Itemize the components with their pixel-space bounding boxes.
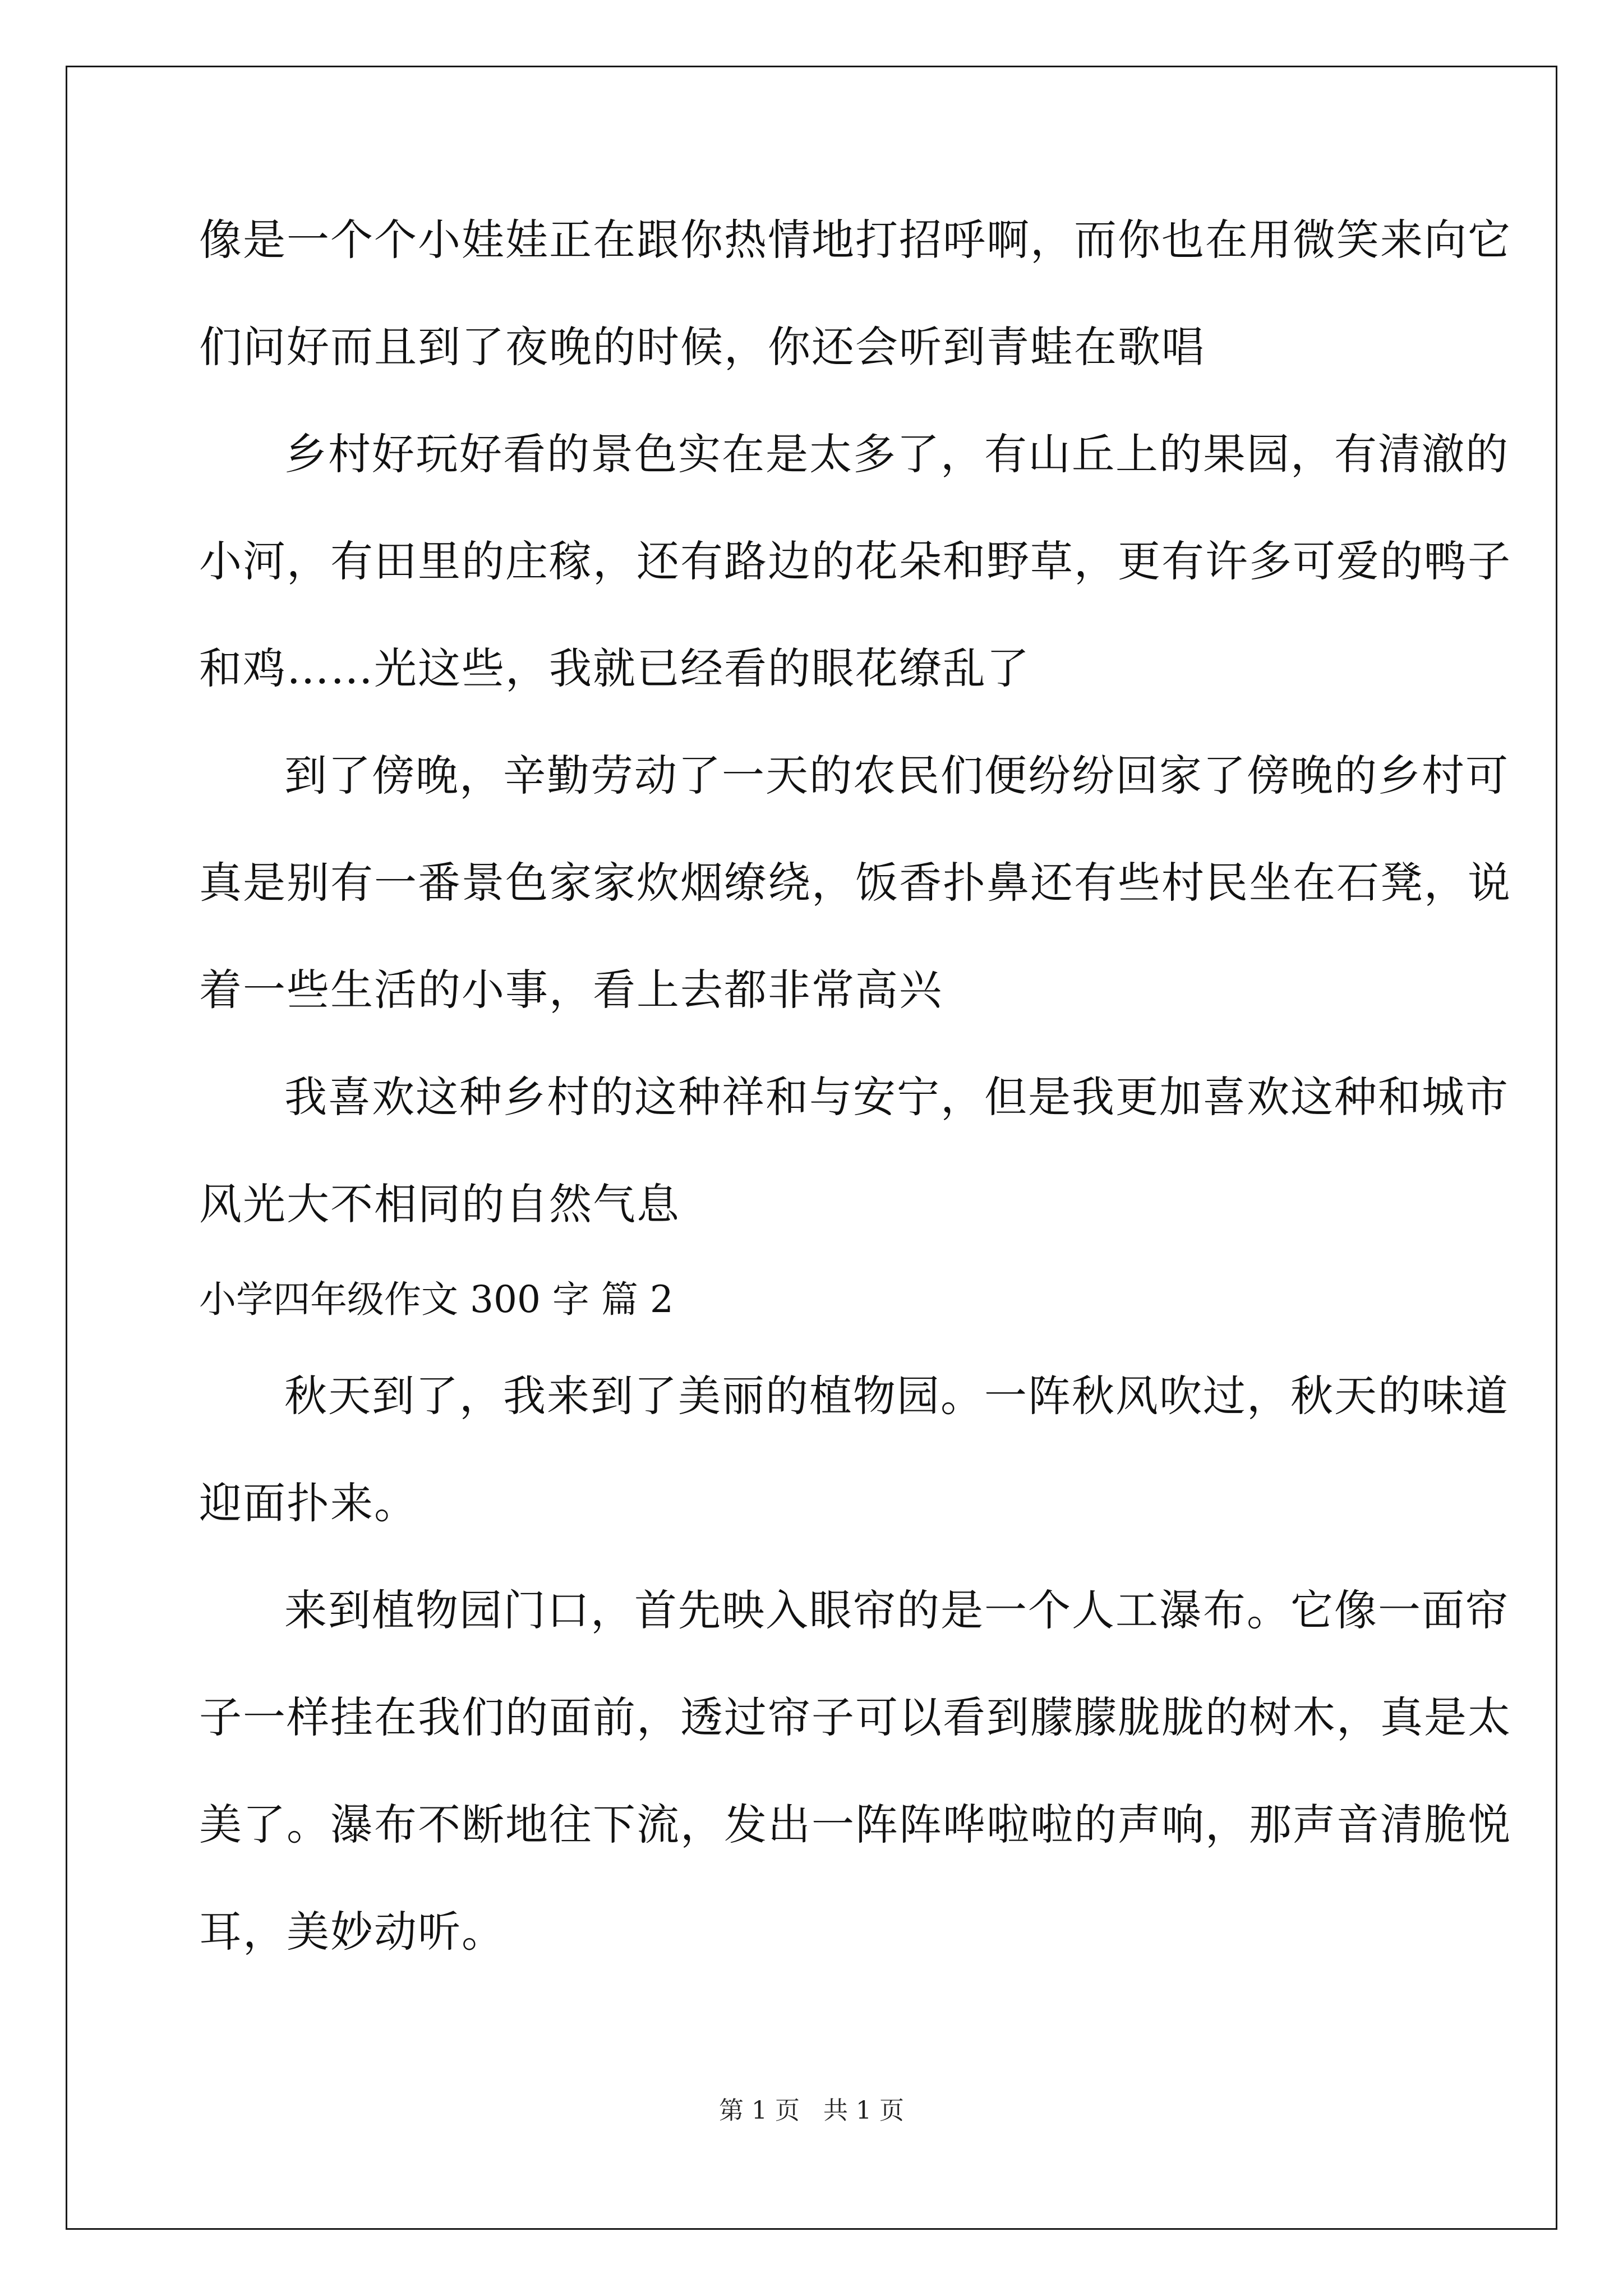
text-line: 子一样挂在我们的面前，透过帘子可以看到朦朦胧胧的树木，真是太: [199, 1692, 1511, 1742]
text-line: 着一些生活的小事，看上去都非常高兴: [199, 965, 943, 1015]
text-line: 美了。瀑布不断地往下流，发出一阵阵哗啦啦的声响，那声音清脆悦: [199, 1800, 1511, 1849]
page-total: 共 1 页: [823, 2096, 904, 2125]
text-line: 像是一个个小娃娃正在跟你热情地打招呼啊，而你也在用微笑来向它: [199, 215, 1511, 265]
document-body: [199, 213, 1511, 1959]
text-line: 和鸡……光这些，我就已经看的眼花缭乱了: [199, 643, 1030, 693]
text-line: 我喜欢这种乡村的这种祥和与安宁，但是我更加喜欢这种和城市: [284, 1072, 1509, 1122]
paragraph: [199, 1070, 1509, 1231]
page-footer: [0, 2095, 1623, 2127]
text-line: 们问好而且到了夜晚的时候，你还会听到青蛙在歌唱: [199, 322, 1205, 372]
paragraph: [199, 213, 1511, 374]
text-line: 真是别有一番景色家家炊烟缭绕，饭香扑鼻还有些村民坐在石凳，说: [199, 858, 1511, 908]
paragraph: [199, 749, 1511, 1017]
text-line: 耳，美妙动听。: [199, 1907, 505, 1957]
text-line: 秋天到了，我来到了美丽的植物园。一阵秋风吹过，秋天的味道: [284, 1371, 1509, 1421]
text-line: 风光大不相同的自然气息: [199, 1179, 680, 1229]
paragraph: [199, 1584, 1511, 1959]
text-line: 小河，有田里的庄稼，还有路边的花朵和野草，更有许多可爱的鸭子: [199, 536, 1511, 586]
text-line: 到了傍晚，辛勤劳动了一天的农民们便纷纷回家了傍晚的乡村可: [284, 751, 1509, 800]
text-line: 来到植物园门口，首先映入眼帘的是一个人工瀑布。它像一面帘: [284, 1585, 1509, 1635]
paragraph: [199, 427, 1511, 696]
page-number: 第 1 页: [719, 2096, 800, 2125]
section-heading: 小学四年级作文 300 字 篇 2: [199, 1278, 674, 1321]
text-line: 乡村好玩好看的景色实在是太多了，有山丘上的果园，有清澈的: [284, 429, 1509, 479]
text-line: 迎面扑来。: [199, 1478, 418, 1528]
paragraph: [199, 1369, 1509, 1530]
